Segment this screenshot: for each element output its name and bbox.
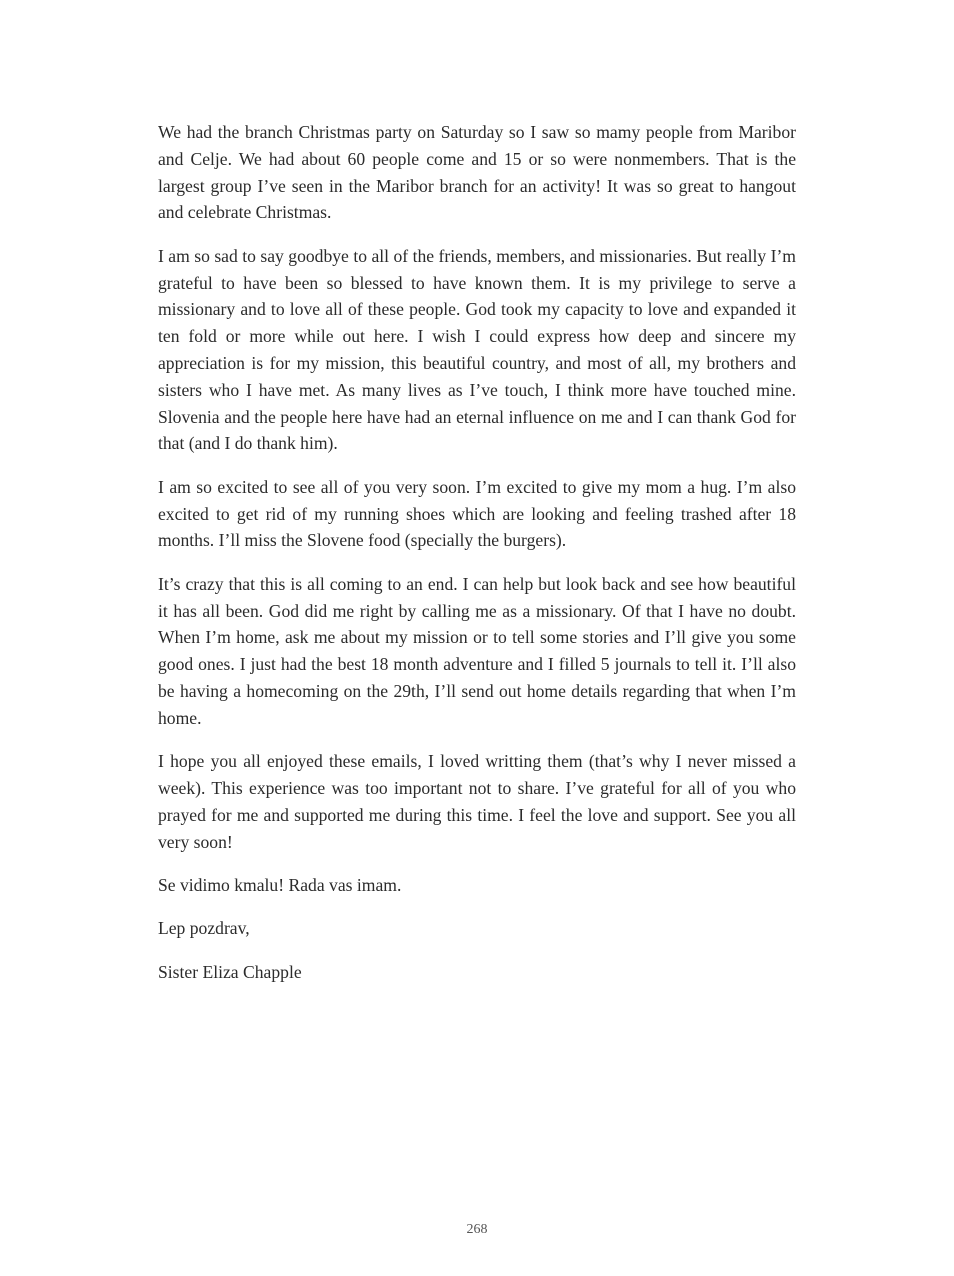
signature: Sister Eliza Chapple	[158, 961, 302, 982]
salutation: Lep pozdrav,	[158, 918, 250, 939]
page-number: 268	[466, 1222, 488, 1237]
paragraph-christmas-party: We had the branch Christmas party on Saturday so I saw so mamy people from Maribor and Celje. We had about 60 people come and 15 or so were nonmembers. That is the largest group I’ve seen in the Maribor branch for an activity! It was so great to hangout and celebrate Christmas.	[158, 122, 796, 223]
paragraph-goodbye: I am so sad to say goodbye to all of the friends, members, and missionaries. But really I’m grateful to have been so blessed to have known them. It is my privilege to serve a missionary and to love all of these people. God took my capacity to love and expanded it ten fold or more while out here. I wish I could express how deep and sincere my appreciation is for my mission, this beautiful country, and most of all, my brothers and sisters who I have met. As many lives as I’ve touch, I think more have touched mine. Slovenia and the people here have had an eternal influence on me and I can thank God for that (and I do thank him).	[158, 245, 796, 454]
closing-line: Se vidimo kmalu! Rada vas imam.	[158, 874, 402, 895]
paragraph-emails: I hope you all enjoyed these emails, I loved writting them (that’s why I never missed a week). This experience was too important not to share. I’ve grateful for all of you who prayed for me and supported me during this time. I feel the love and support. See you all very soon!	[158, 751, 796, 852]
letter-body	[158, 119, 796, 1002]
paragraph-excited: I am so excited to see all of you very soon. I’m excited to give my mom a hug. I’m also excited to get rid of my running shoes which are looking and feeling trashed after 18 months. I’ll miss the Slovene food (specially the burgers).	[158, 476, 796, 551]
paragraph-coming-to-end: It’s crazy that this is all coming to an end. I can help but look back and see how beautiful it has all been. God did me right by calling me as a missionary. Of that I have no doubt. When I’m home, ask me about my mission or to tell some stories and I’ll give you some good ones. I just had the best 18 month adventure and I filled 5 journals to tell it. I’ll also be having a homecoming on the 29th, I’ll send out home details regarding that when I’m home.	[158, 573, 796, 728]
